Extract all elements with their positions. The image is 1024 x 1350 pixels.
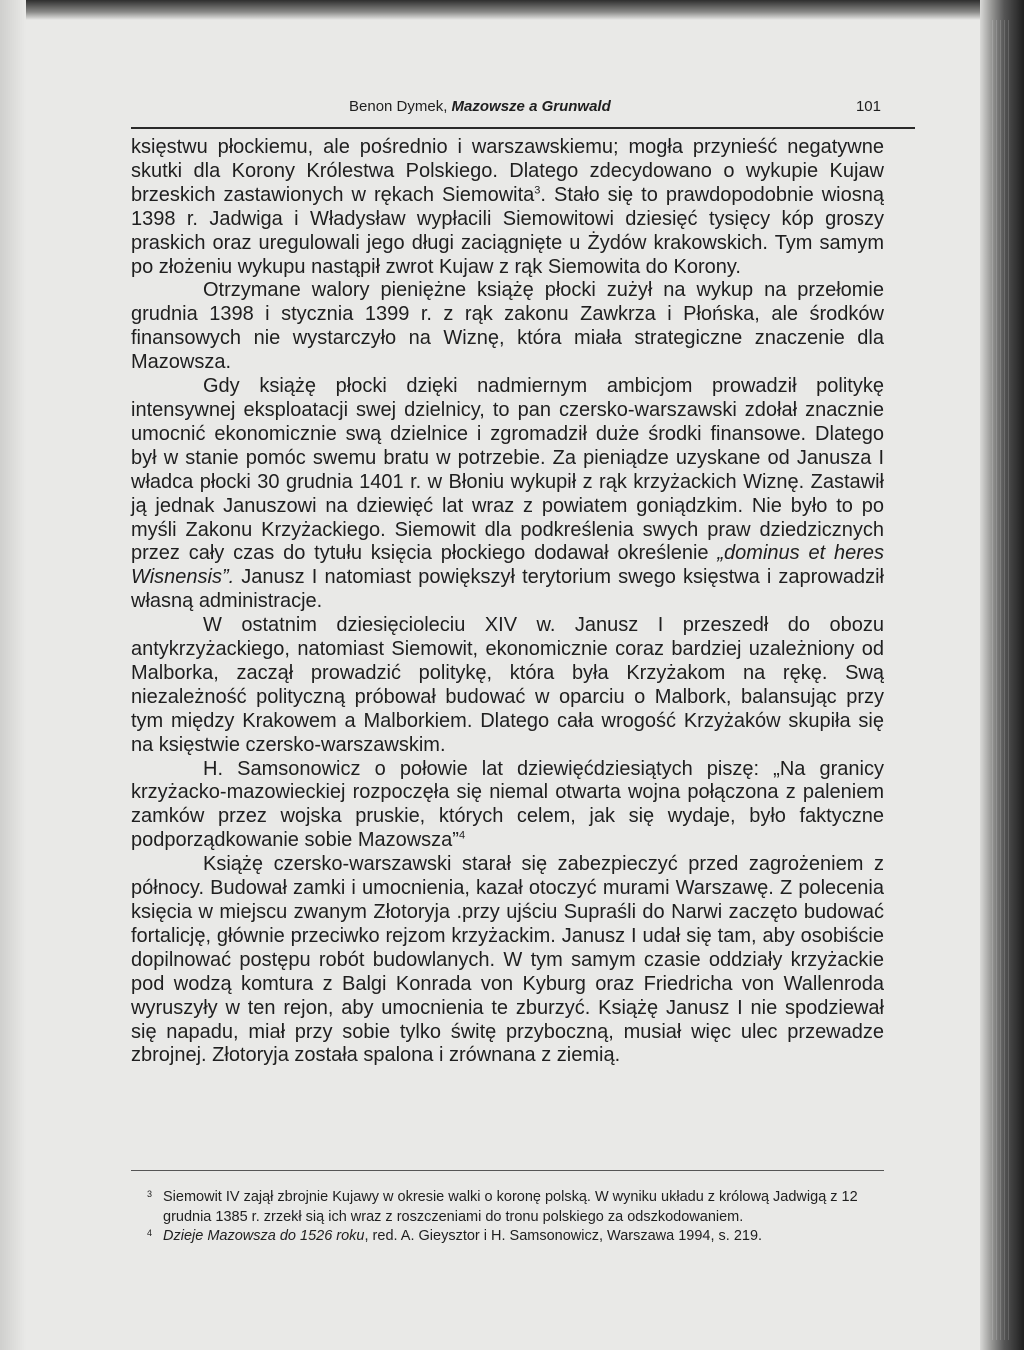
page-number: 101 <box>855 98 881 115</box>
text-run: księstwu płockiemu, ale pośrednio i warszawskiemu; mogła przynieść negatywne skutki dla Korony Królestwa Polskiego. Dlatego zdecydowano o wykupie Kujaw brzeskich zastawionych w rękach Siemowita <box>131 136 884 206</box>
scan-top-shadow <box>0 12 1024 20</box>
footnote <box>145 1227 865 1247</box>
footnote-rule <box>131 1170 884 1171</box>
footnote-number: 4 <box>147 1228 153 1238</box>
paragraph <box>131 853 884 1068</box>
paragraph <box>131 375 884 614</box>
text-run: Janusz I natomiast powiększył terytorium swego księstwa i zaprowadził własną administracje. <box>131 566 884 613</box>
scan-top-edge <box>0 0 1024 12</box>
header-author <box>349 98 611 115</box>
footnote <box>145 1188 865 1227</box>
paragraph <box>131 279 884 375</box>
text-run: Książę czersko-warszawski starał się zabezpieczyć przed zagrożeniem z północy. Budował zamki i umocnienia, kazał otoczyć murami Warszawę. Z polecenia księcia w miejscu zwanym Złotoryja .przy ujściu Supraśli do Narwi zaczęto budować fortalicję, głównie przeciwko rejzom krzyżackim. Janusz I udał się tam, aby osobiście dopilnować postępu robót budowlanych. W tym samym czasie oddziały krzyżackie pod wodzą komtura z Balgi Konrada von Kyburg oraz Friedricha von Wallenroda wyruszyły w ten rejon, aby umocnienia te zburzyć. Książę Janusz I nie spodziewał się napadu, miał przy sobie tylko świtę przyboczną, musiał więc ulec przewadze zbrojnej. Złotoryja została spalona i zrównana z ziemią. <box>131 853 884 1067</box>
italic-text: Dzieje Mazowsza do 1526 roku <box>163 1228 365 1244</box>
footnote-number: 3 <box>147 1189 153 1199</box>
header-rule <box>131 127 915 129</box>
text-run: H. Samsonowicz o połowie lat dziewięćdziesiątych piszę: „Na granicy krzyżacko-mazowieckiej rozpoczęła się niemal otwarta wojna połączona z paleniem zamków przez wojska pruskie, których celem, jak się wydaje, było faktyczne podporządkowanie sobie Mazowsza” <box>131 757 884 852</box>
paragraph <box>131 136 884 279</box>
text-run: . Stało się to prawdopodobnie wiosną 1398 r. Jadwiga i Władysław wypłacili Siemowitowi dziesięć tysięcy kóp groszy praskich oraz uregulowali jego długi zaciągnięte u Żydów krakowskich. Tym samym po złożeniu wykupu nastąpił zwrot Kujaw z rąk Siemowita do Korony. <box>131 183 884 278</box>
page-stack-lines <box>992 20 1012 1340</box>
footnote-ref: 4 <box>458 829 466 842</box>
running-header <box>131 98 881 120</box>
header-title: Mazowsze a Grunwald <box>451 98 611 115</box>
text-run: W ostatnim dziesięcioleciu XIV w. Janusz I przeszedł do obozu antykrzyżackiego, natomiast Siemowit, ekonomicznie coraz bardziej uzależniony od Malborka, zaczął prowadzić politykę, która była Krzyżakom na rękę. Swą niezależność polityczną próbował budować w oparciu o Malbork, balansując przy tym między Krakowem a Malborkiem. Dlatego cała wrogość Krzyżaków skupiła się na księstwie czersko-warszawskim. <box>131 614 884 756</box>
footnote-ref: 3 <box>534 184 541 197</box>
scan-left-shade <box>0 0 26 1350</box>
footnotes <box>145 1188 865 1247</box>
text-run: Gdy książę płocki dzięki nadmiernym ambicjom prowadził politykę intensywnej eksploatacji swej dzielnicy, to pan czersko-warszawski zdołał znacznie umocnić ekonomicznie swą dzielnice i zgromadził duże środki finansowe. Dlatego był w stanie pomóc swemu bratu w potrzebie. Za pieniądze uzyskane od Janusza I władca płocki 30 grudnia 1401 r. w Błoniu wykupił z rąk krzyżackich Wiznę. Zastawił ją jednak Januszowi na dziewięć lat wraz z powiatem goniądzkim. Nie było to po myśli Zakonu Krzyżackiego. Siemowit dla podkreślenia swych praw dziedzicznych przez cały czas do tytułu księcia płockiego dodawał określenie <box>131 375 884 565</box>
text-run: Otrzymane walory pieniężne książę płocki zużył na wykup na przełomie grudnia 1398 i stycznia 1399 r. z rąk zakonu Zawkrza i Płońska, ale środków finansowych nie wystarczyło na Wiznę, która miała strategiczne znaczenie dla Mazowsza. <box>131 279 884 374</box>
text-run: Siemowit IV zajął zbrojnie Kujawy w okresie walki o koronę polską. W wyniku układu z królową Jadwigą z 12 grudnia 1385 r. zrzekł sią ich wraz z roszczeniami do tronu polskiego za odszkodowaniem. <box>163 1189 858 1225</box>
paragraph <box>131 758 884 854</box>
paragraph <box>131 614 884 757</box>
header-author-text: Benon Dymek, <box>349 98 452 115</box>
text-run: , red. A. Gieysztor i H. Samsonowicz, Warszawa 1994, s. 219. <box>364 1228 763 1244</box>
italic-text: „dominus et heres Wisnensis”. <box>131 542 885 589</box>
body-text <box>131 136 884 1068</box>
